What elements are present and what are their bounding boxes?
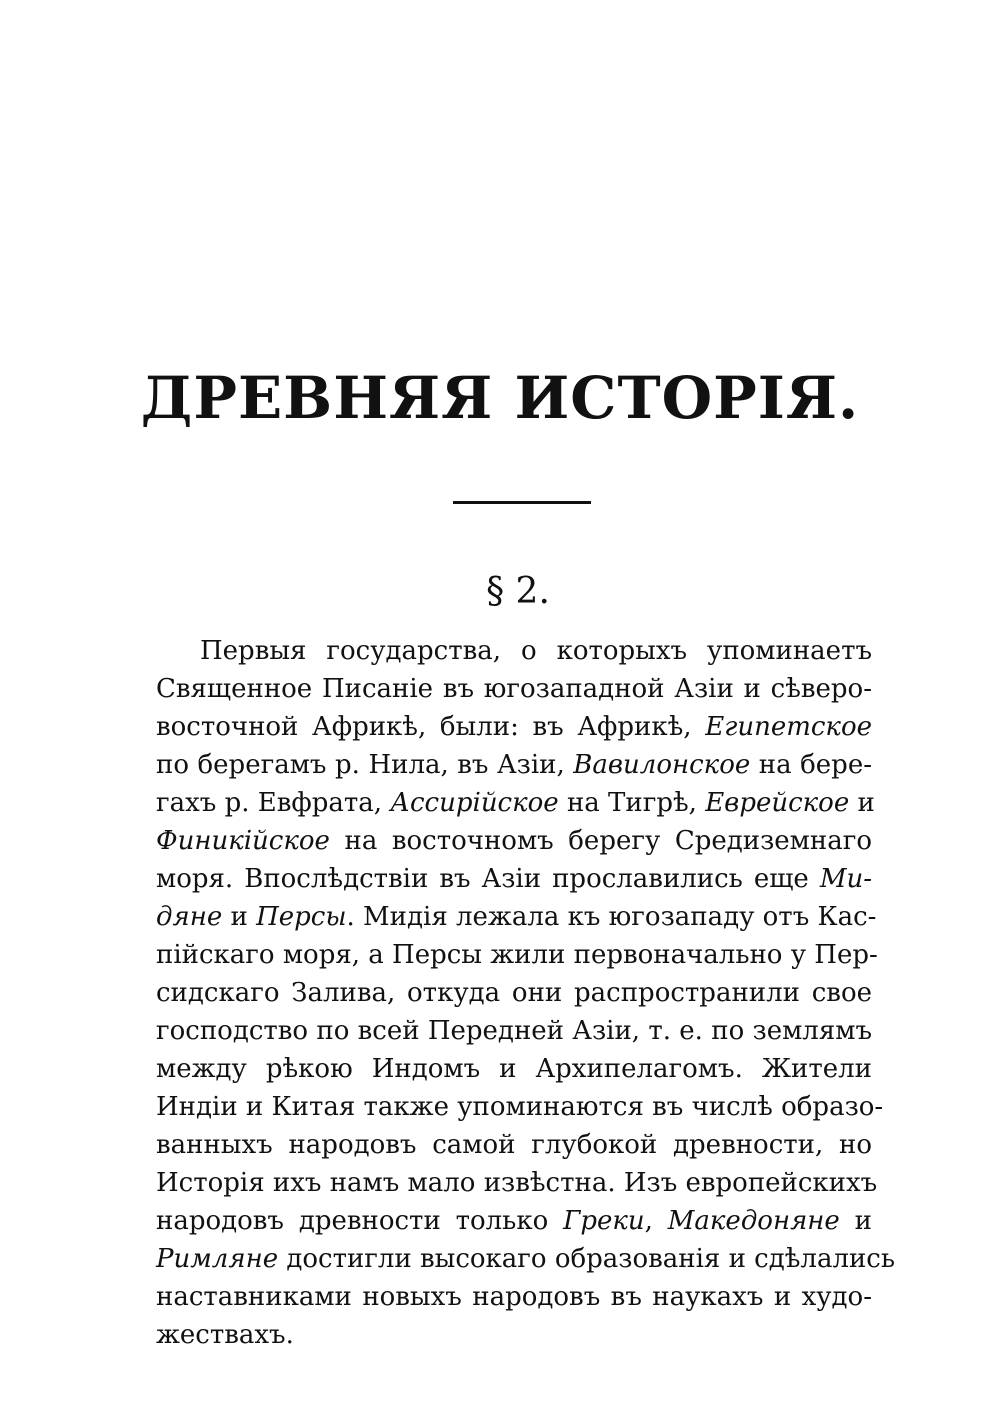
title-divider (453, 501, 591, 504)
text-line (156, 632, 872, 670)
text-line (156, 1278, 872, 1316)
italic-term: Финикійское (156, 826, 330, 856)
text-line (156, 936, 878, 974)
page-title: ДРЕВНЯЯ ИСТОРІЯ. (140, 364, 860, 432)
text-span: . Мидія лежала къ югозападу отъ Кас- (346, 902, 877, 932)
italic-term: Ассирійское (390, 788, 559, 818)
text-line (156, 1240, 896, 1278)
text-span: Исторія ихъ намъ мало извѣстна. Изъ европейскихъ (156, 1168, 878, 1198)
text-span: жествахъ. (156, 1320, 294, 1350)
italic-term: Еврейское (705, 788, 850, 818)
text-line (156, 746, 872, 784)
text-span: и (839, 1206, 873, 1236)
text-span: восточной Африкѣ, были: въ Африкѣ, (156, 712, 706, 742)
text-span: Священное Писаніе въ югозападной Азіи и сѣверо- (156, 674, 872, 704)
paragraph (156, 632, 896, 1354)
italic-term: Ми- (819, 864, 872, 894)
text-span: на бере- (750, 750, 872, 780)
text-span: наставниками новыхъ народовъ въ наукахъ и худо- (156, 1282, 872, 1312)
text-line (156, 670, 872, 708)
text-span: по берегамъ р. Нила, въ Азіи, (156, 750, 574, 780)
text-span: и (222, 902, 257, 932)
italic-term: Египетское (705, 712, 872, 742)
text-line (156, 1012, 872, 1050)
italic-term: дяне (156, 902, 223, 932)
text-line (156, 784, 875, 822)
text-span: достигли высокаго образованія и сдѣлались (278, 1244, 896, 1274)
text-line (156, 1202, 872, 1240)
text-line (156, 708, 872, 746)
text-span: между рѣкою Индомъ и Архипелагомъ. Жители (156, 1054, 872, 1084)
italic-term: Греки (563, 1206, 645, 1236)
text-span: Индіи и Китая также упоминаются въ числѣ образо- (156, 1092, 884, 1122)
italic-term: Римляне (156, 1244, 279, 1274)
text-span: моря. Впослѣдствіи въ Азіи прославились еще (156, 864, 820, 894)
text-span: господство по всей Передней Азіи, т. е. по землямъ (156, 1016, 872, 1046)
text-line (156, 822, 872, 860)
text-line (156, 1164, 878, 1202)
italic-term: Македоняне (667, 1206, 840, 1236)
text-span: , (644, 1206, 668, 1236)
text-line (156, 1050, 872, 1088)
text-span: народовъ древности только (156, 1206, 564, 1236)
text-span: сидскаго Залива, откуда они распространили свое (156, 978, 872, 1008)
text-line (156, 1088, 884, 1126)
section-number: § 2. (486, 571, 550, 612)
text-span: ванныхъ народовъ самой глубокой древности, но (156, 1130, 872, 1160)
text-span: гахъ р. Евфрата, (156, 788, 391, 818)
italic-term: Персы (256, 902, 347, 932)
text-line (156, 1316, 872, 1354)
text-line (156, 860, 872, 898)
text-line (156, 898, 877, 936)
text-span: на Тигрѣ, (558, 788, 706, 818)
text-span: пійскаго моря, а Персы жили первоначально у Пер- (156, 940, 878, 970)
text-line (156, 1126, 872, 1164)
italic-term: Вавилонское (573, 750, 751, 780)
text-span: и (849, 788, 875, 818)
text-span: Первыя государства, о которыхъ упоминаетъ (200, 636, 872, 666)
text-span: на восточномъ берегу Средиземнаго (329, 826, 872, 856)
text-line (156, 974, 872, 1012)
